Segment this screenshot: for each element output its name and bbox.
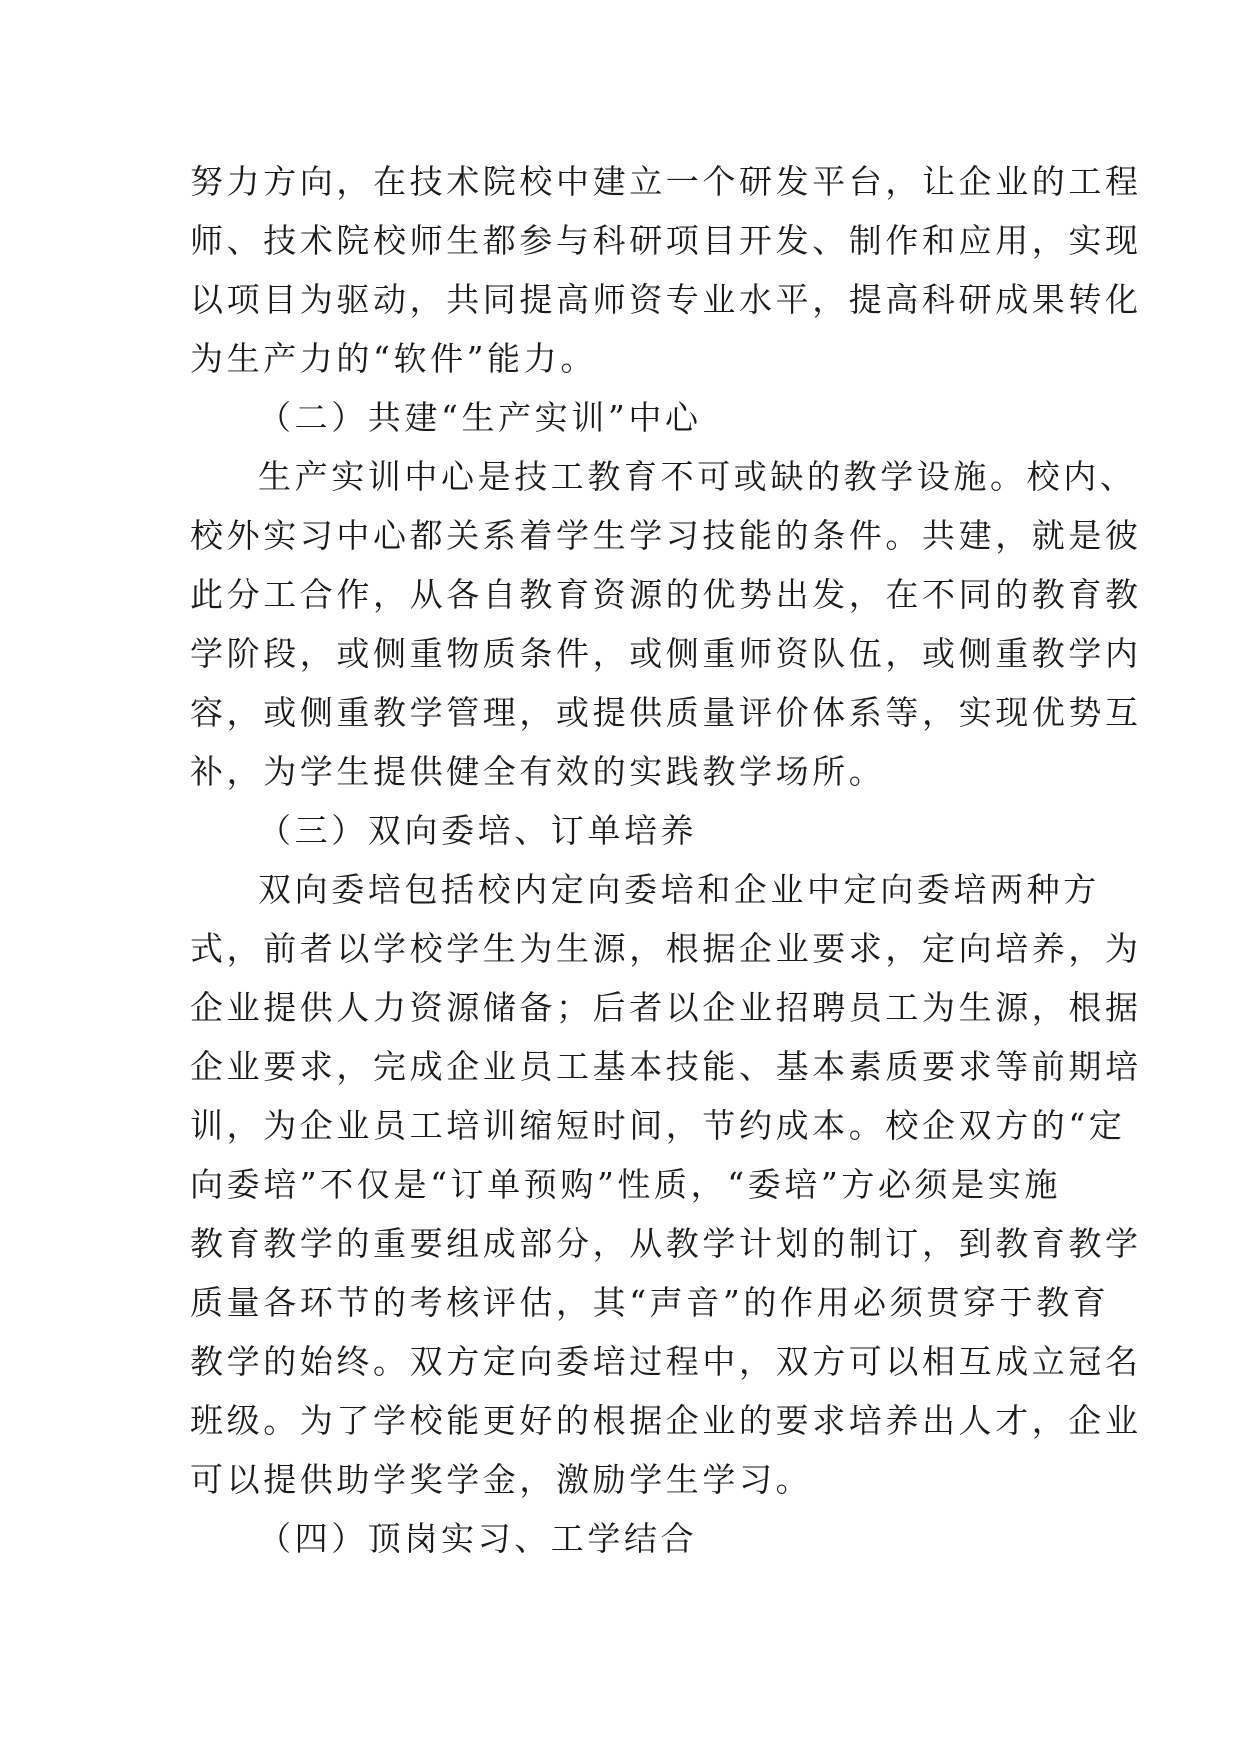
- paragraph-line: 师、技术院校师生都参与科研项目开发、制作和应用，实现: [190, 221, 1142, 260]
- paragraph-line: 努力方向，在技术院校中建立一个研发平台，让企业的工程: [190, 162, 1142, 201]
- paragraph-line: 质量各环节的考核评估，其“声音”的作用必须贯穿于教育: [190, 1283, 1110, 1322]
- paragraph-line: 补，为学生提供健全有效的实践教学场所。: [190, 752, 886, 791]
- paragraph-line: 双向委培包括校内定向委培和企业中定向委培两种方: [258, 870, 1100, 909]
- document-body: [190, 152, 1142, 1568]
- paragraph-line: 班级。为了学校能更好的根据企业的要求培养出人才，企业: [190, 1401, 1142, 1440]
- paragraph-line: 训，为企业员工培训缩短时间，节约成本。校企双方的“定: [190, 1106, 1126, 1145]
- paragraph-line: 校外实习中心都关系着学生学习技能的条件。共建，就是彼: [190, 516, 1142, 555]
- paragraph-line: 式，前者以学校学生为生源，根据企业要求，定向培养，为: [190, 929, 1142, 968]
- paragraph-line: 生产实训中心是技工教育不可或缺的教学设施。校内、: [258, 457, 1137, 496]
- paragraph-line: 向委培”不仅是“订单预购”性质，“委培”方必须是实施: [190, 1165, 1061, 1204]
- section-heading: （三）双向委培、订单培养: [258, 811, 698, 850]
- paragraph-line: 容，或侧重教学管理，或提供质量评价体系等，实现优势互: [190, 693, 1142, 732]
- paragraph-line: 以项目为驱动，共同提高师资专业水平，提高科研成果转化: [190, 280, 1142, 319]
- section-heading: （二）共建“生产实训”中心: [258, 398, 702, 437]
- paragraph-line: 可以提供助学奖学金，激励学生学习。: [190, 1460, 813, 1499]
- paragraph-line: 为生产力的“软件”能力。: [190, 339, 597, 378]
- paragraph-line: 教育教学的重要组成部分，从教学计划的制订，到教育教学: [190, 1224, 1142, 1263]
- paragraph-line: 企业提供人力资源储备；后者以企业招聘员工为生源，根据: [190, 988, 1142, 1027]
- paragraph-line: 教学的始终。双方定向委培过程中，双方可以相互成立冠名: [190, 1342, 1142, 1381]
- paragraph-line: 企业要求，完成企业员工基本技能、基本素质要求等前期培: [190, 1047, 1142, 1086]
- section-heading: （四）顶岗实习、工学结合: [258, 1519, 698, 1558]
- paragraph-line: 此分工合作，从各自教育资源的优势出发，在不同的教育教: [190, 575, 1142, 614]
- paragraph-line: 学阶段，或侧重物质条件，或侧重师资队伍，或侧重教学内: [190, 634, 1142, 673]
